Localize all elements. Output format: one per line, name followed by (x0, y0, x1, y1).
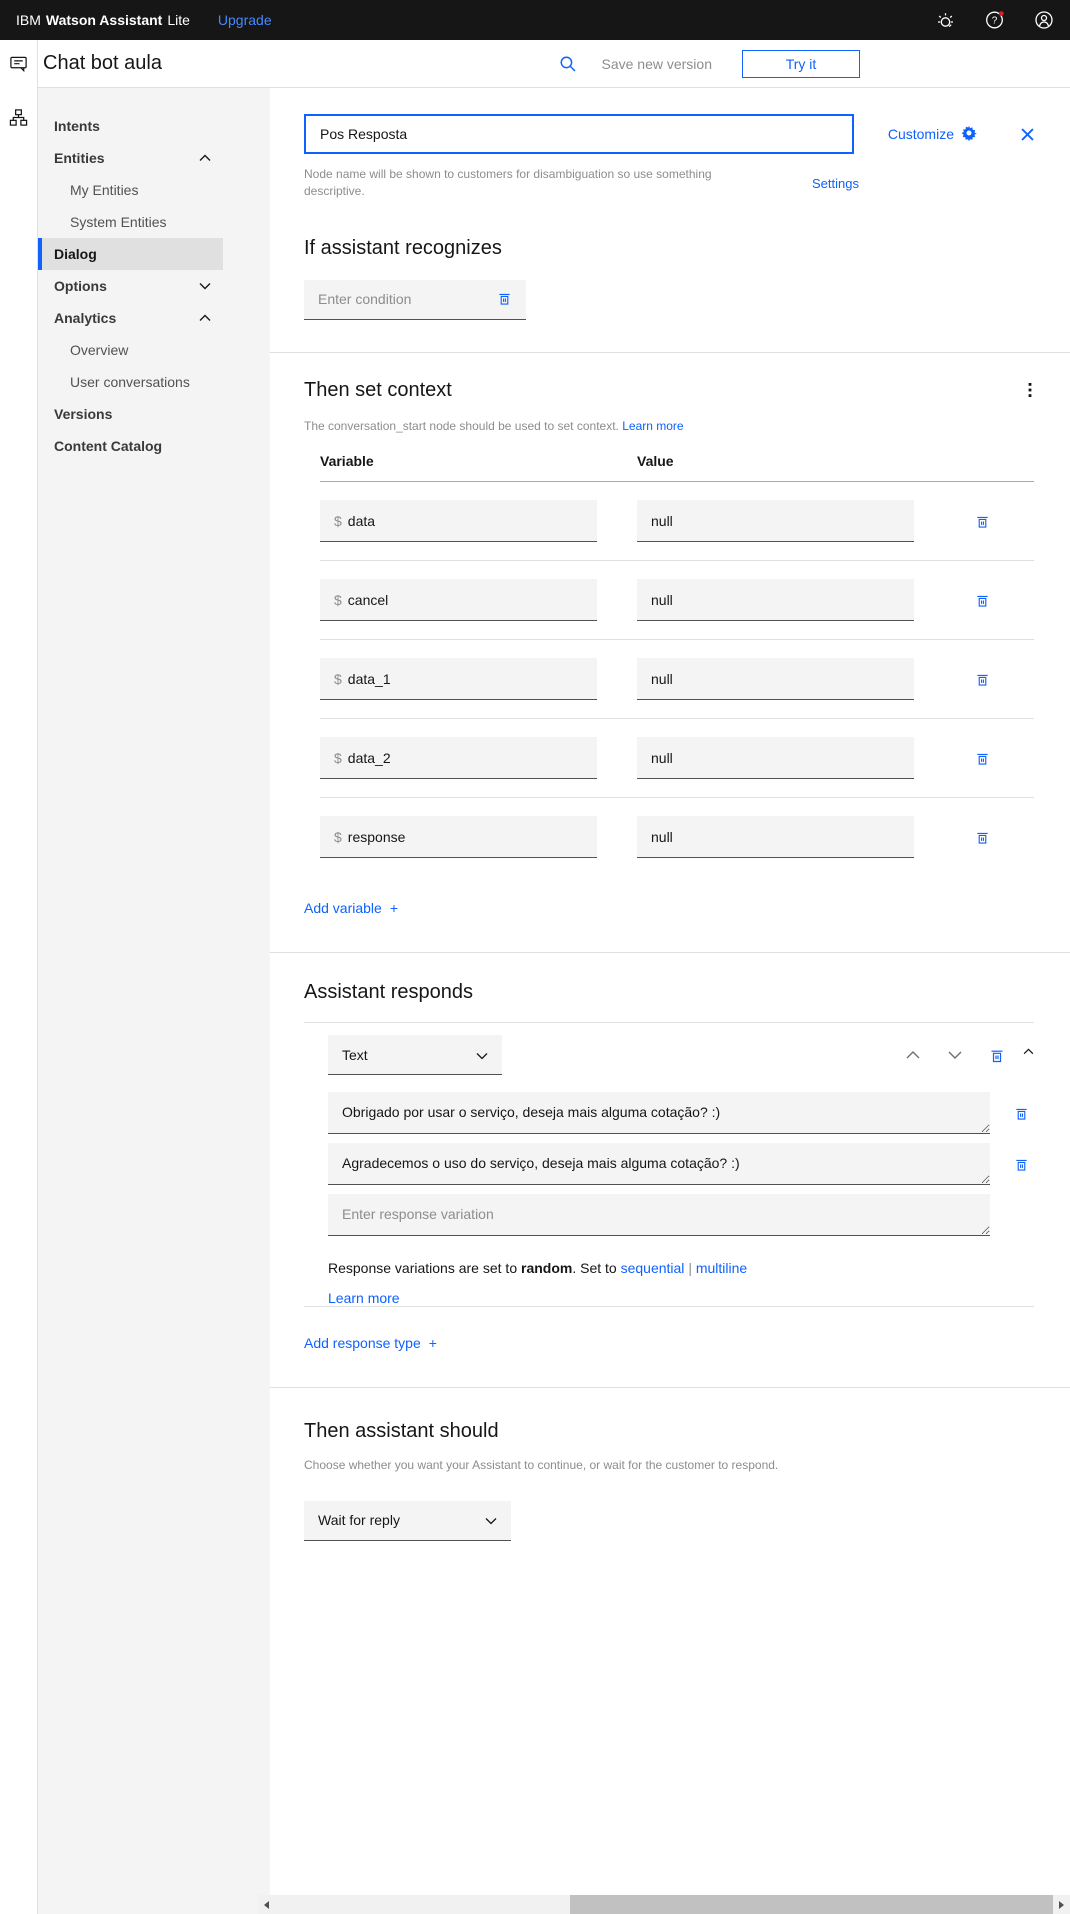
node-name-help-row (304, 166, 859, 201)
variable-input[interactable] (320, 816, 597, 858)
brand (16, 12, 190, 28)
move-up-icon[interactable] (905, 1050, 921, 1060)
response-variation-row (328, 1143, 1034, 1185)
variation-mode-note (328, 1260, 1034, 1276)
response-variation-input[interactable] (328, 1092, 990, 1134)
overflow-menu-icon[interactable] (1026, 380, 1034, 400)
value-input[interactable] (637, 500, 914, 542)
set-multiline-link[interactable]: multiline (695, 1260, 748, 1277)
brand-ibm: IBM (16, 12, 41, 28)
response-variation-row (328, 1194, 1034, 1236)
trash-icon[interactable] (1014, 1105, 1029, 1121)
column-value: Value (637, 453, 674, 470)
note-prefix: Response variations are set to (328, 1260, 521, 1277)
sidebar-item-label: Dialog (54, 246, 97, 262)
context-learn-more-link[interactable]: Learn more (622, 418, 684, 433)
variable-value: null (651, 749, 673, 766)
value-input[interactable] (637, 579, 914, 621)
brand-plan: Lite (167, 12, 190, 28)
user-avatar-icon[interactable] (1034, 10, 1054, 30)
context-help-text: The conversation_start node should be used to set context. (304, 418, 619, 433)
sidebar-item-label: My Entities (70, 182, 139, 198)
left-triangle-icon (264, 1901, 269, 1909)
node-name-input[interactable] (304, 114, 854, 154)
variable-name: data (347, 512, 376, 529)
trash-icon[interactable] (975, 671, 990, 687)
table-row (320, 482, 1034, 561)
icon-rail (0, 40, 38, 1914)
wait-for-reply-select[interactable] (304, 1501, 511, 1541)
context-table (320, 453, 1034, 876)
trash-icon[interactable] (975, 750, 990, 766)
gear-icon (961, 125, 977, 144)
table-row (320, 640, 1034, 719)
context-title: Then set context (304, 378, 452, 401)
responds-learn-more-link[interactable]: Learn more (328, 1290, 400, 1307)
variable-name: data_1 (347, 670, 391, 687)
note-mid: . Set to (572, 1260, 621, 1277)
move-down-icon[interactable] (947, 1050, 963, 1060)
response-actions (905, 1046, 1034, 1064)
responds-block (304, 1022, 1034, 1307)
variable-value: null (651, 670, 673, 687)
link-separator: | (688, 1260, 692, 1277)
set-sequential-link[interactable]: sequential (620, 1260, 685, 1277)
dollar-prefix: $ (334, 828, 342, 845)
chevron-up-icon (199, 314, 211, 322)
condition-placeholder: Enter condition (318, 291, 412, 308)
scroll-right-arrow[interactable] (1053, 1895, 1070, 1914)
sidebar-item-my-entities[interactable] (38, 174, 223, 206)
sidebar-item-content-catalog[interactable] (38, 430, 223, 462)
page-header (38, 40, 1070, 88)
table-row (320, 719, 1034, 798)
variable-name: data_2 (347, 749, 391, 766)
dollar-prefix: $ (334, 512, 342, 529)
trash-icon[interactable] (1014, 1156, 1029, 1172)
plus-icon: + (389, 900, 399, 917)
app-frame (0, 40, 1070, 1914)
sidebar-item-overview[interactable] (38, 334, 223, 366)
sidebar-item-label: User conversations (70, 374, 190, 390)
trash-icon[interactable] (497, 290, 512, 309)
sidebar-item-label: System Entities (70, 214, 167, 230)
variable-input[interactable] (320, 658, 597, 700)
value-input[interactable] (637, 816, 914, 858)
value-input[interactable] (637, 737, 914, 779)
variable-input[interactable] (320, 737, 597, 779)
chevron-down-icon (485, 1512, 497, 1528)
save-new-version-button[interactable]: Save new version (601, 55, 712, 72)
sidebar-item-user-conversations[interactable] (38, 366, 223, 398)
variable-value: null (651, 512, 673, 529)
chevron-up-icon (199, 154, 211, 162)
response-variation-input[interactable] (328, 1143, 990, 1185)
section-divider (270, 352, 1070, 353)
customize-label: Customize (887, 126, 954, 142)
trash-icon[interactable] (975, 829, 990, 845)
dollar-prefix: $ (334, 749, 342, 766)
add-variable-button[interactable] (304, 900, 398, 916)
node-name-help: Node name will be shown to customers for disambiguation so use something descriptive. (304, 167, 712, 199)
close-icon[interactable] (1021, 128, 1034, 141)
sidebar-nav (38, 88, 270, 1914)
collapse-icon[interactable] (1023, 1048, 1034, 1055)
horizontal-scrollbar[interactable] (258, 1895, 1070, 1914)
scroll-left-arrow[interactable] (258, 1895, 275, 1914)
value-input[interactable] (637, 658, 914, 700)
top-bar (0, 0, 1070, 40)
trash-icon[interactable] (975, 513, 990, 529)
sidebar-item-analytics[interactable] (38, 302, 223, 334)
sidebar-item-label: Overview (70, 342, 129, 358)
should-help: Choose whether you want your Assistant to continue, or wait for the customer to respond. (304, 1458, 779, 1473)
chevron-down-icon (199, 282, 211, 290)
response-type-select[interactable] (328, 1035, 502, 1075)
add-variable-label: Add variable (304, 900, 382, 917)
response-variation-row (328, 1092, 1034, 1134)
page-title: Chat bot aula (43, 52, 162, 74)
note-mode: random (521, 1260, 573, 1277)
wait-for-reply-value: Wait for reply (318, 1512, 400, 1529)
recognize-title: If assistant recognizes (304, 236, 502, 259)
try-it-button[interactable]: Try it (742, 50, 860, 78)
variable-input[interactable] (320, 579, 597, 621)
section-divider (270, 1387, 1070, 1388)
variable-value: null (651, 828, 673, 845)
trash-icon[interactable] (975, 592, 990, 608)
should-title: Then assistant should (304, 1420, 499, 1443)
node-editor-panel (270, 88, 1070, 1914)
assistant-chat-icon[interactable] (9, 54, 28, 78)
brand-product: Watson Assistant (45, 12, 163, 28)
context-table-header (320, 453, 1034, 482)
customize-link[interactable] (888, 125, 977, 144)
add-response-type-button[interactable] (304, 1335, 437, 1351)
sidebar-item-label: Options (54, 278, 107, 294)
context-help (304, 418, 1034, 435)
settings-link[interactable]: Settings (812, 175, 859, 191)
response-variation-input-empty[interactable] (328, 1194, 990, 1236)
response-type-value: Text (342, 1046, 368, 1063)
sidebar-item-label: Intents (54, 118, 100, 134)
condition-input[interactable] (304, 280, 526, 320)
dollar-prefix: $ (334, 670, 342, 687)
help-icon[interactable] (984, 9, 1006, 31)
section-divider (270, 952, 1070, 953)
main-column (38, 40, 1070, 1914)
responds-title: Assistant responds (304, 981, 473, 1004)
context-header-row (304, 379, 1034, 402)
sidebar-item-label: Versions (54, 406, 113, 422)
column-variable: Variable (320, 453, 374, 470)
variable-value: null (651, 591, 673, 608)
sidebar-item-intents[interactable] (38, 110, 223, 142)
divider (304, 1306, 1034, 1307)
node-name-row (304, 114, 1034, 154)
search-icon[interactable] (559, 55, 577, 73)
sidebar-item-label: Entities (54, 150, 105, 166)
dialog-tree-icon[interactable] (9, 108, 28, 132)
table-row (320, 561, 1034, 640)
right-triangle-icon (1059, 1901, 1064, 1909)
dollar-prefix: $ (334, 591, 342, 608)
variable-input[interactable] (320, 500, 597, 542)
response-toolbar (328, 1035, 1034, 1075)
header-actions (559, 50, 860, 78)
sidebar-item-versions[interactable] (38, 398, 223, 430)
sidebar-item-entities[interactable] (38, 142, 223, 174)
variable-name: cancel (347, 591, 389, 608)
chevron-down-icon (476, 1047, 488, 1063)
sidebar-item-dialog[interactable] (38, 238, 223, 270)
sidebar-item-label: Content Catalog (54, 438, 163, 454)
scrollbar-thumb[interactable] (570, 1895, 1053, 1914)
add-response-type-label: Add response type (304, 1335, 421, 1352)
upgrade-link[interactable]: Upgrade (217, 12, 272, 28)
plus-icon: + (428, 1335, 437, 1352)
sidebar-item-label: Analytics (54, 310, 117, 326)
topbar-actions (936, 9, 1054, 31)
svg-text:?: ? (991, 15, 998, 27)
scrollbar-track[interactable] (275, 1895, 1053, 1914)
table-row (320, 798, 1034, 876)
trash-icon[interactable] (989, 1046, 1005, 1064)
announcements-icon[interactable] (936, 10, 956, 30)
body-row (38, 88, 1070, 1914)
sidebar-item-system-entities[interactable] (38, 206, 223, 238)
variable-name: response (347, 828, 406, 845)
sidebar-item-options[interactable] (38, 270, 223, 302)
